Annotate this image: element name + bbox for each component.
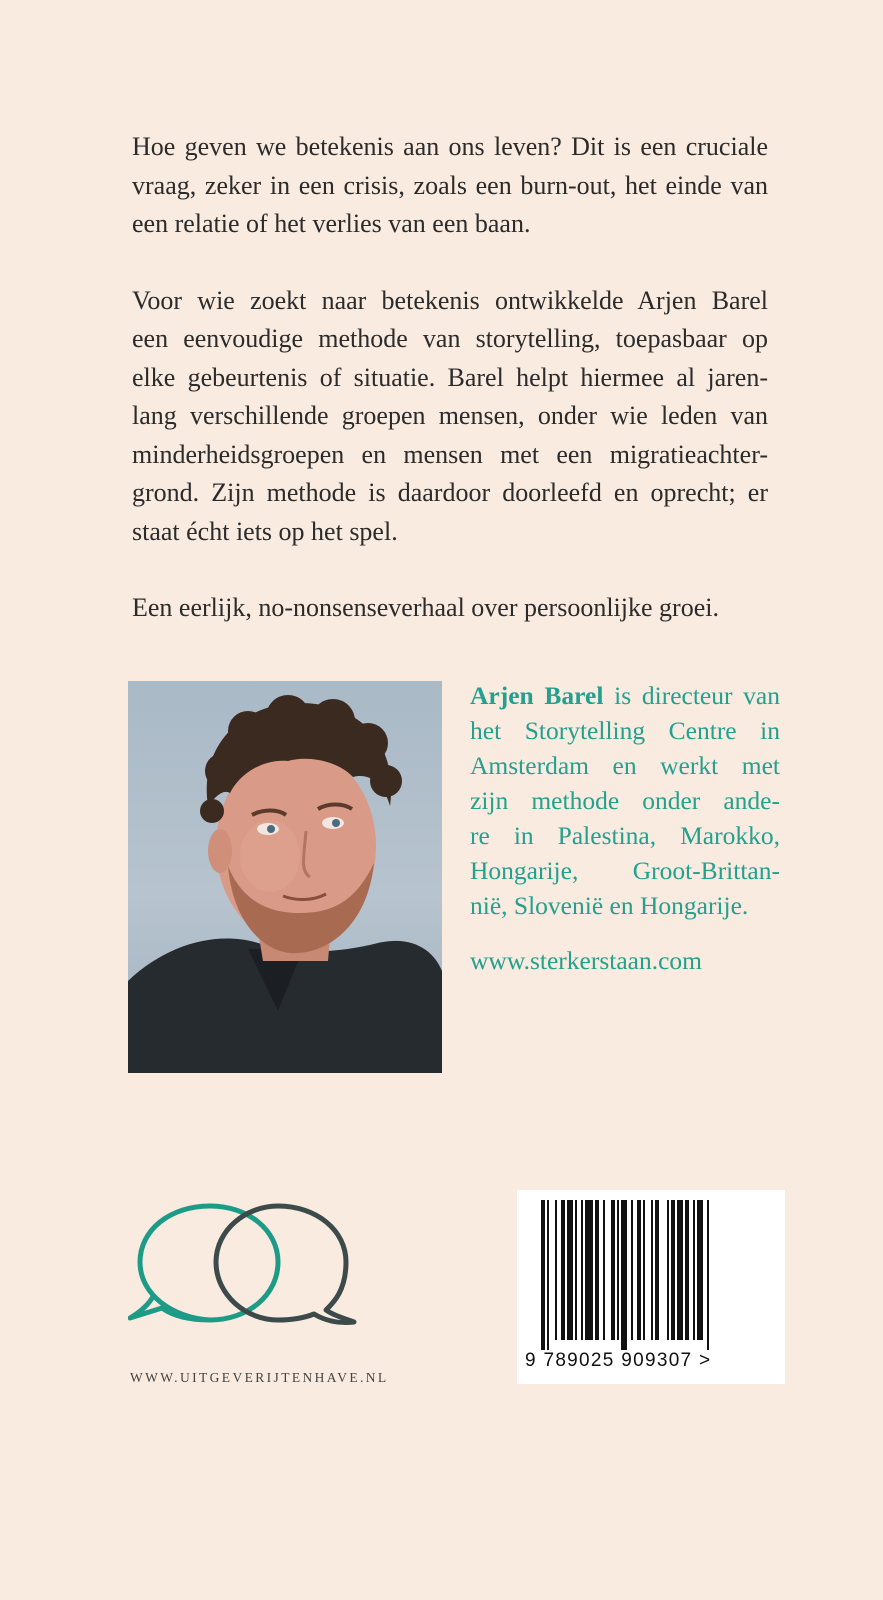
blurb-line: grond. Zijn methode is daardoor doorleefd en oprecht; er [132, 478, 768, 507]
blurb-line: lang verschillende groepen mensen, onder wie leden van [132, 401, 768, 430]
author-website-link[interactable]: www.sterkerstaan.com [470, 946, 703, 975]
isbn-digits: 9 789025 909307 [525, 1350, 693, 1371]
blurb-line: Hoe geven we betekenis aan ons leven? Dit is een cruciale [132, 132, 768, 161]
blurb-line: minderheidsgroepen en mensen met een migratieachter- [132, 439, 768, 469]
isbn-arrow: > [699, 1350, 712, 1371]
blurb-line: vraag, zeker in een crisis, zoals een burn-out, het einde van [132, 170, 768, 200]
author-photo [128, 681, 442, 1073]
blurb-line: Voor wie zoekt naar betekenis ontwikkelde Arjen Barel [132, 285, 768, 315]
bio-line: het Storytelling Centre in [470, 716, 780, 745]
author-bio [470, 678, 780, 978]
bio-line: Hongarije, Groot-Brittan- [470, 856, 780, 885]
author-name: Arjen Barel [470, 681, 604, 710]
speech-bubble-right-icon [216, 1206, 354, 1323]
bio-line: Amsterdam en werkt met [470, 751, 780, 780]
bio-line: nië, Slovenië en Hongarije. [470, 891, 749, 920]
speech-bubble-left-icon [130, 1206, 278, 1320]
blurb-line: elke gebeurtenis of situatie. Barel helpt hiermee al jaren- [132, 362, 768, 392]
bio-line: zijn methode onder ande- [470, 786, 780, 815]
bio-line: is directeur van [603, 681, 780, 710]
blurb-line: staat écht iets op het spel. [132, 516, 398, 546]
blurb-line: een relatie of het verlies van een baan. [132, 209, 531, 238]
isbn-barcode [517, 1190, 785, 1384]
bio-line: re in Palestina, Marokko, [470, 821, 780, 850]
publisher-logo [128, 1200, 368, 1350]
publisher-url[interactable]: WWW.UITGEVERIJTENHAVE.NL [130, 1370, 389, 1385]
blurb-paragraph-2 [132, 282, 768, 552]
blurb-paragraph-3: Een eerlijk, no-nonsenseverhaal over persoonlijke groei. [132, 593, 719, 622]
back-cover-blurb [132, 128, 768, 666]
blurb-paragraph-1 [132, 128, 768, 244]
blurb-line: een eenvoudige methode van storytelling, toepasbaar op [132, 324, 768, 353]
